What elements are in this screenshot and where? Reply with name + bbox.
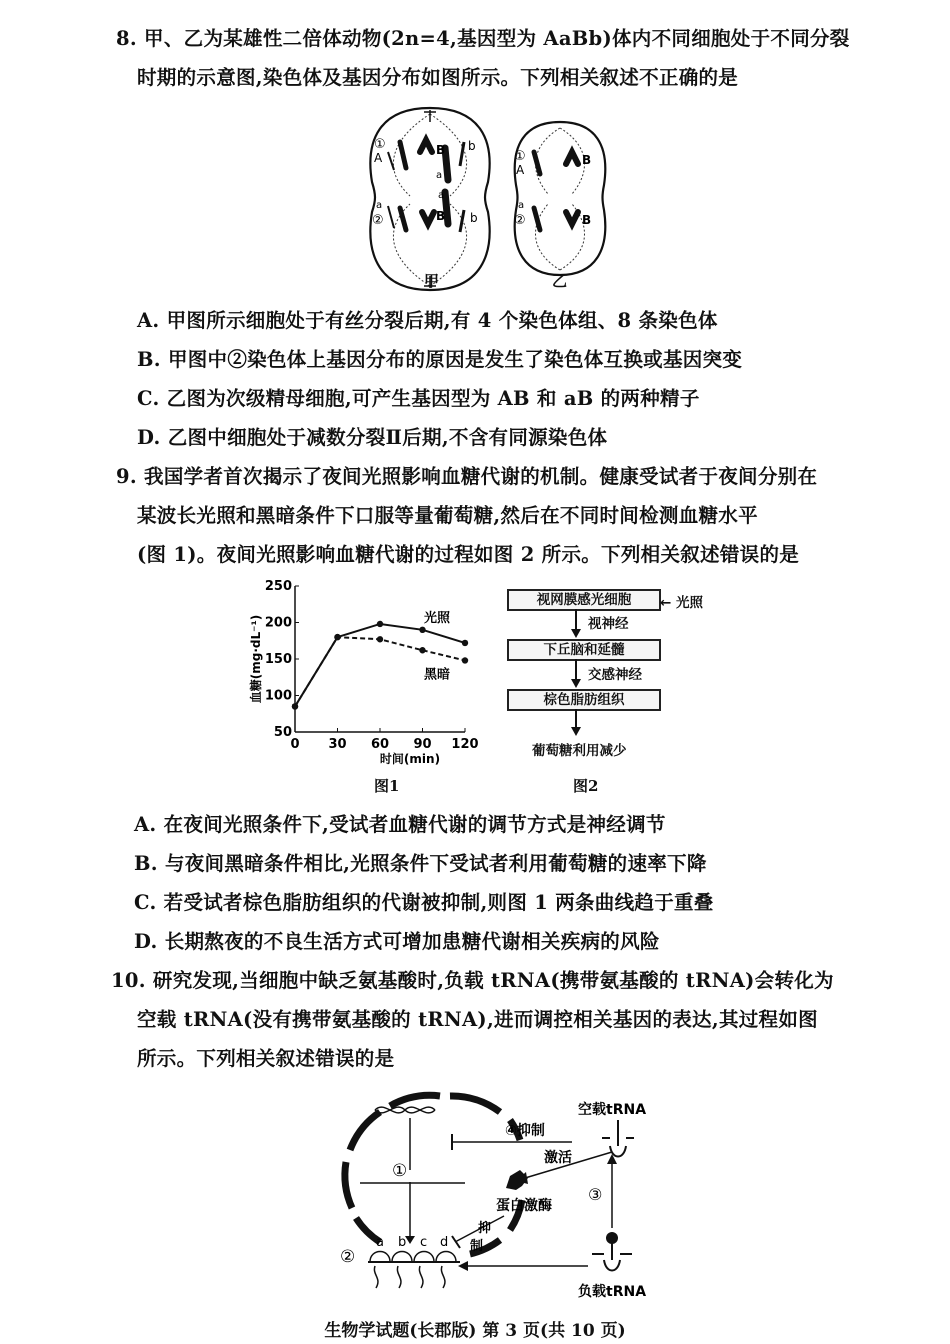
q8-option-b: B. 甲图中②染色体上基因分布的原因是发生了染色体互换或基因突变 [137, 348, 743, 371]
series-label-1: 黑暗 [423, 667, 451, 683]
data-point [462, 640, 468, 646]
flow-input-light: ← 光照 [660, 595, 704, 611]
cell-jia-b-right: b [470, 211, 478, 225]
flow-edge-optic-nerve: 视神经 [588, 616, 629, 632]
flow-edge-sympathetic: 交感神经 [588, 667, 642, 683]
y-tick-label: 200 [264, 615, 292, 631]
cell-yi-B-bot: B [582, 213, 592, 227]
data-point [462, 657, 468, 663]
cell-jia-outline [370, 108, 489, 290]
nucleus-envelope [345, 1095, 522, 1254]
q10-stem-line1: 10. 研究发现,当细胞中缺乏氨基酸时,负载 tRNA(携带氨基酸的 tRNA)会转化为 [111, 969, 834, 992]
q9-fig1-chart [240, 574, 490, 774]
y-tick-label: 150 [264, 652, 292, 667]
empty-trna-icon [602, 1120, 634, 1157]
x-tick-label: 120 [451, 737, 479, 752]
cell-jia-B-bot: B [436, 209, 446, 223]
cell-jia-a-left: a [376, 200, 383, 211]
series-label-0: 光照 [423, 610, 451, 626]
data-point [419, 627, 425, 633]
q9-option-d: D. 长期熬夜的不良生活方式可增加患糖代谢相关疾病的风险 [134, 930, 660, 953]
cell-yi-n1: ① [514, 149, 526, 164]
y-axis-label: 血糖(mg·dL⁻¹) [249, 614, 263, 704]
ribosome-c: c [420, 1235, 428, 1250]
q8-option-a: A. 甲图所示细胞处于有丝分裂后期,有 4 个染色体组、8 条染色体 [137, 309, 718, 332]
ribosome-b: b [398, 1235, 407, 1250]
q8-stem-line1: 8. 甲、乙为某雄性二倍体动物(2n=4,基因型为 AaBb)体内不同细胞处于不同分裂 [116, 27, 850, 50]
cell-yi-a: a [518, 200, 525, 211]
label-step2: ② [340, 1247, 356, 1267]
q10-stem-line2: 空载 tRNA(没有携带氨基酸的 tRNA),进而调控相关基因的表达,其过程如图 [137, 1008, 818, 1031]
cell-jia-A: A [374, 151, 383, 165]
data-point [292, 703, 298, 709]
q8-fig-label-jia: 甲 [424, 272, 440, 290]
q8-stem-line2: 时期的示意图,染色体及基因分布如图所示。下列相关叙述不正确的是 [137, 66, 739, 89]
q9-option-c: C. 若受试者棕色脂肪组织的代谢被抑制,则图 1 两条曲线趋于重叠 [134, 891, 714, 914]
label-inhibit-2: 制 [470, 1239, 484, 1254]
cell-jia-a-top: a [438, 190, 445, 201]
cell-jia-n1: ① [374, 137, 386, 152]
ribosome-d: d [440, 1235, 449, 1250]
cell-yi-outline [515, 122, 606, 275]
x-tick-label: 90 [413, 737, 432, 752]
cell-yi-B-top: B [582, 153, 592, 167]
label-step4-inhibit: ④抑制 [505, 1123, 545, 1139]
x-tick-label: 0 [290, 737, 300, 752]
data-point [419, 647, 425, 653]
q10-stem-line3: 所示。下列相关叙述错误的是 [137, 1047, 395, 1070]
q8-fig-label-yi: 乙 [552, 272, 568, 290]
data-point [334, 634, 340, 640]
q9-option-a: A. 在夜间光照条件下,受试者血糖代谢的调节方式是神经调节 [134, 813, 666, 836]
ribosome-a: a [376, 1235, 384, 1250]
y-tick-label: 100 [264, 688, 292, 704]
cell-jia-B-top: B [436, 143, 446, 157]
flow-arrow-3 [570, 709, 582, 739]
flow-arrow-2 [570, 659, 582, 689]
q8-option-d: D. 乙图中细胞处于减数分裂Ⅱ后期,不含有同源染色体 [137, 426, 608, 449]
flow-box-brown-fat: 棕色脂肪组织 [507, 689, 661, 711]
flow-box-retina: 视网膜感光细胞 [507, 589, 661, 611]
x-axis-label: 时间(min) [379, 752, 441, 766]
loaded-trna-icon [592, 1232, 632, 1271]
page-footer: 生物学试题(长郡版) 第 3 页(共 10 页) [324, 1321, 626, 1341]
q9-stem-line1: 9. 我国学者首次揭示了夜间光照影响血糖代谢的机制。健康受试者于夜间分别在 [116, 465, 818, 488]
protein-kinase-icon [506, 1170, 528, 1190]
ribosomes-icon [370, 1252, 456, 1289]
flow-output: 葡萄糖利用减少 [532, 743, 627, 759]
q9-stem-line2: 某波长光照和黑暗条件下口服等量葡萄糖,然后在不同时间检测血糖水平 [137, 504, 758, 527]
cell-jia-a-mid: a [436, 170, 443, 181]
cell-jia-b-top: b [468, 139, 476, 153]
x-tick-label: 30 [328, 737, 347, 752]
flow-box-hypothalamus: 下丘脑和延髓 [507, 639, 661, 661]
q8-option-c: C. 乙图为次级精母细胞,可产生基因型为 AB 和 aB 的两种精子 [137, 387, 700, 410]
label-inhibit-1: 抑 [478, 1221, 492, 1236]
cell-jia-n2: ② [372, 213, 384, 228]
q9-fig1-label: 图1 [374, 777, 400, 795]
q9-fig2-label: 图2 [573, 777, 599, 795]
label-kinase: 蛋白激酶 [496, 1198, 552, 1214]
q9-stem-line3: (图 1)。夜间光照影响血糖代谢的过程如图 2 所示。下列相关叙述错误的是 [137, 543, 800, 566]
cell-yi-n2: ② [514, 213, 526, 228]
label-activate: 激活 [544, 1150, 572, 1166]
label-loaded-trna: 负载tRNA [578, 1284, 647, 1300]
y-tick-label: 250 [264, 579, 292, 594]
label-step1: ① [392, 1161, 408, 1181]
data-point [377, 636, 383, 642]
data-point [377, 621, 383, 627]
label-empty-trna: 空载tRNA [578, 1102, 647, 1118]
flow-input-light-label: 光照 [676, 595, 704, 611]
q8-cell-figure [360, 100, 620, 295]
dna-helix-icon [375, 1107, 435, 1113]
label-step3: ③ [588, 1185, 603, 1204]
x-tick-label: 60 [370, 737, 390, 752]
cell-yi-A: A [516, 163, 525, 177]
q10-diagram [320, 1090, 680, 1305]
y-tick-label: 50 [273, 725, 292, 740]
flow-arrow-1 [570, 609, 582, 639]
q9-option-b: B. 与夜间黑暗条件相比,光照条件下受试者利用葡萄糖的速率下降 [134, 852, 707, 875]
